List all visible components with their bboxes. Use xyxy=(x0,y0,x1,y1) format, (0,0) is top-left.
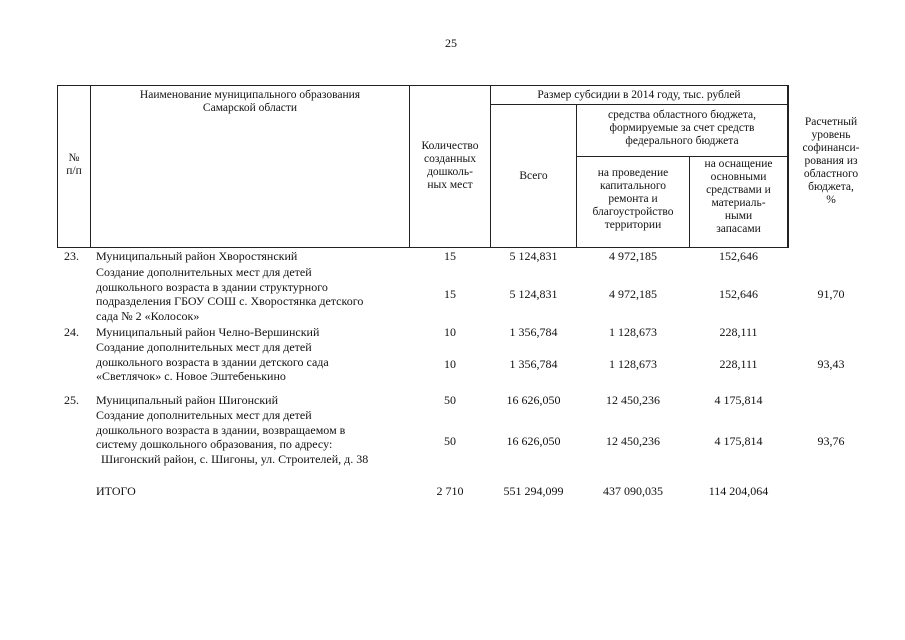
page-number: 25 xyxy=(445,36,457,50)
capital-value: 4 972,185 xyxy=(609,249,657,263)
total-value: 1 356,784 xyxy=(509,325,558,339)
row-divider xyxy=(490,104,787,105)
rate-value: 91,70 xyxy=(817,287,845,301)
capital-value: 1 128,673 xyxy=(609,357,657,371)
totals-label: ИТОГО xyxy=(96,484,136,498)
capital-value: 12 450,236 xyxy=(606,393,660,407)
row-number: 25. xyxy=(64,393,79,407)
total-value: 16 626,050 xyxy=(506,393,561,407)
places-total: 2 710 xyxy=(436,484,464,498)
equipment-total: 114 204,064 xyxy=(708,484,769,498)
places-value: 15 xyxy=(444,287,456,301)
header-capital: на проведение капитального ремонта и благоустройство территории xyxy=(592,167,674,231)
header-federal-group: средства областного бюджета, формируемые за счет средств федерального бюджета xyxy=(607,109,757,147)
places-value: 10 xyxy=(444,325,456,339)
capital-value: 1 128,673 xyxy=(609,325,657,339)
header-num: № п/п xyxy=(66,152,82,177)
header-subsidy-group: Размер субсидии в 2014 году, тыс. рублей xyxy=(537,89,741,101)
total-value: 16 626,050 xyxy=(506,434,561,448)
project-description: Создание дополнительных мест для детей дошкольного возраста в здании, возвращаемом в систему дошкольного образования, по адресу: Шигонский район, с. Шигоны, ул. Строителей, д. 38 xyxy=(96,408,369,466)
capital-total: 437 090,035 xyxy=(603,484,663,498)
municipality-name: Муниципальный район Челно-Вершинский xyxy=(96,325,320,339)
row-number: 24. xyxy=(64,325,79,339)
project-description: Создание дополнительных мест для детей дошкольного возраста в здании структурного подразделения ГБОУ СОШ с. Хворостянка детского сада № 2 «Колосок» xyxy=(96,265,364,323)
col-divider xyxy=(490,85,491,248)
header-equipment: на оснащение основными средствами и материаль- ными запасами xyxy=(704,158,773,235)
total-value: 5 124,831 xyxy=(509,249,558,263)
row-number: 23. xyxy=(64,249,79,263)
equipment-value: 4 175,814 xyxy=(714,393,763,407)
equipment-value: 228,111 xyxy=(719,325,758,339)
municipality-name: Муниципальный район Хворостянский xyxy=(96,249,298,263)
rate-value: 93,43 xyxy=(817,357,845,371)
equipment-value: 152,646 xyxy=(719,249,758,263)
equipment-value: 228,111 xyxy=(719,357,758,371)
rate-value: 93,76 xyxy=(817,434,845,448)
header-rate: Расчетный уровень софинанси- рования из областного бюджета, % xyxy=(802,116,860,206)
total-value: 1 356,784 xyxy=(509,357,558,371)
row-divider xyxy=(576,156,787,157)
places-value: 50 xyxy=(444,393,456,407)
equipment-value: 152,646 xyxy=(719,287,758,301)
header-places: Количество созданных дошколь- ных мест xyxy=(421,140,479,191)
capital-value: 12 450,236 xyxy=(606,434,660,448)
equipment-value: 4 175,814 xyxy=(714,434,763,448)
grand-total: 551 294,099 xyxy=(503,484,564,498)
project-description: Создание дополнительных мест для детей дошкольного возраста в здании детского сада «Светлячок» с. Новое Эштебенькино xyxy=(96,340,329,383)
places-value: 15 xyxy=(444,249,456,263)
header-name: Наименование муниципального образования Самарской области xyxy=(139,89,361,114)
capital-value: 4 972,185 xyxy=(609,287,657,301)
places-value: 10 xyxy=(444,357,456,371)
municipality-name: Муниципальный район Шигонский xyxy=(96,393,279,407)
places-value: 50 xyxy=(444,434,456,448)
header-total: Всего xyxy=(519,170,548,182)
total-value: 5 124,831 xyxy=(509,287,558,301)
